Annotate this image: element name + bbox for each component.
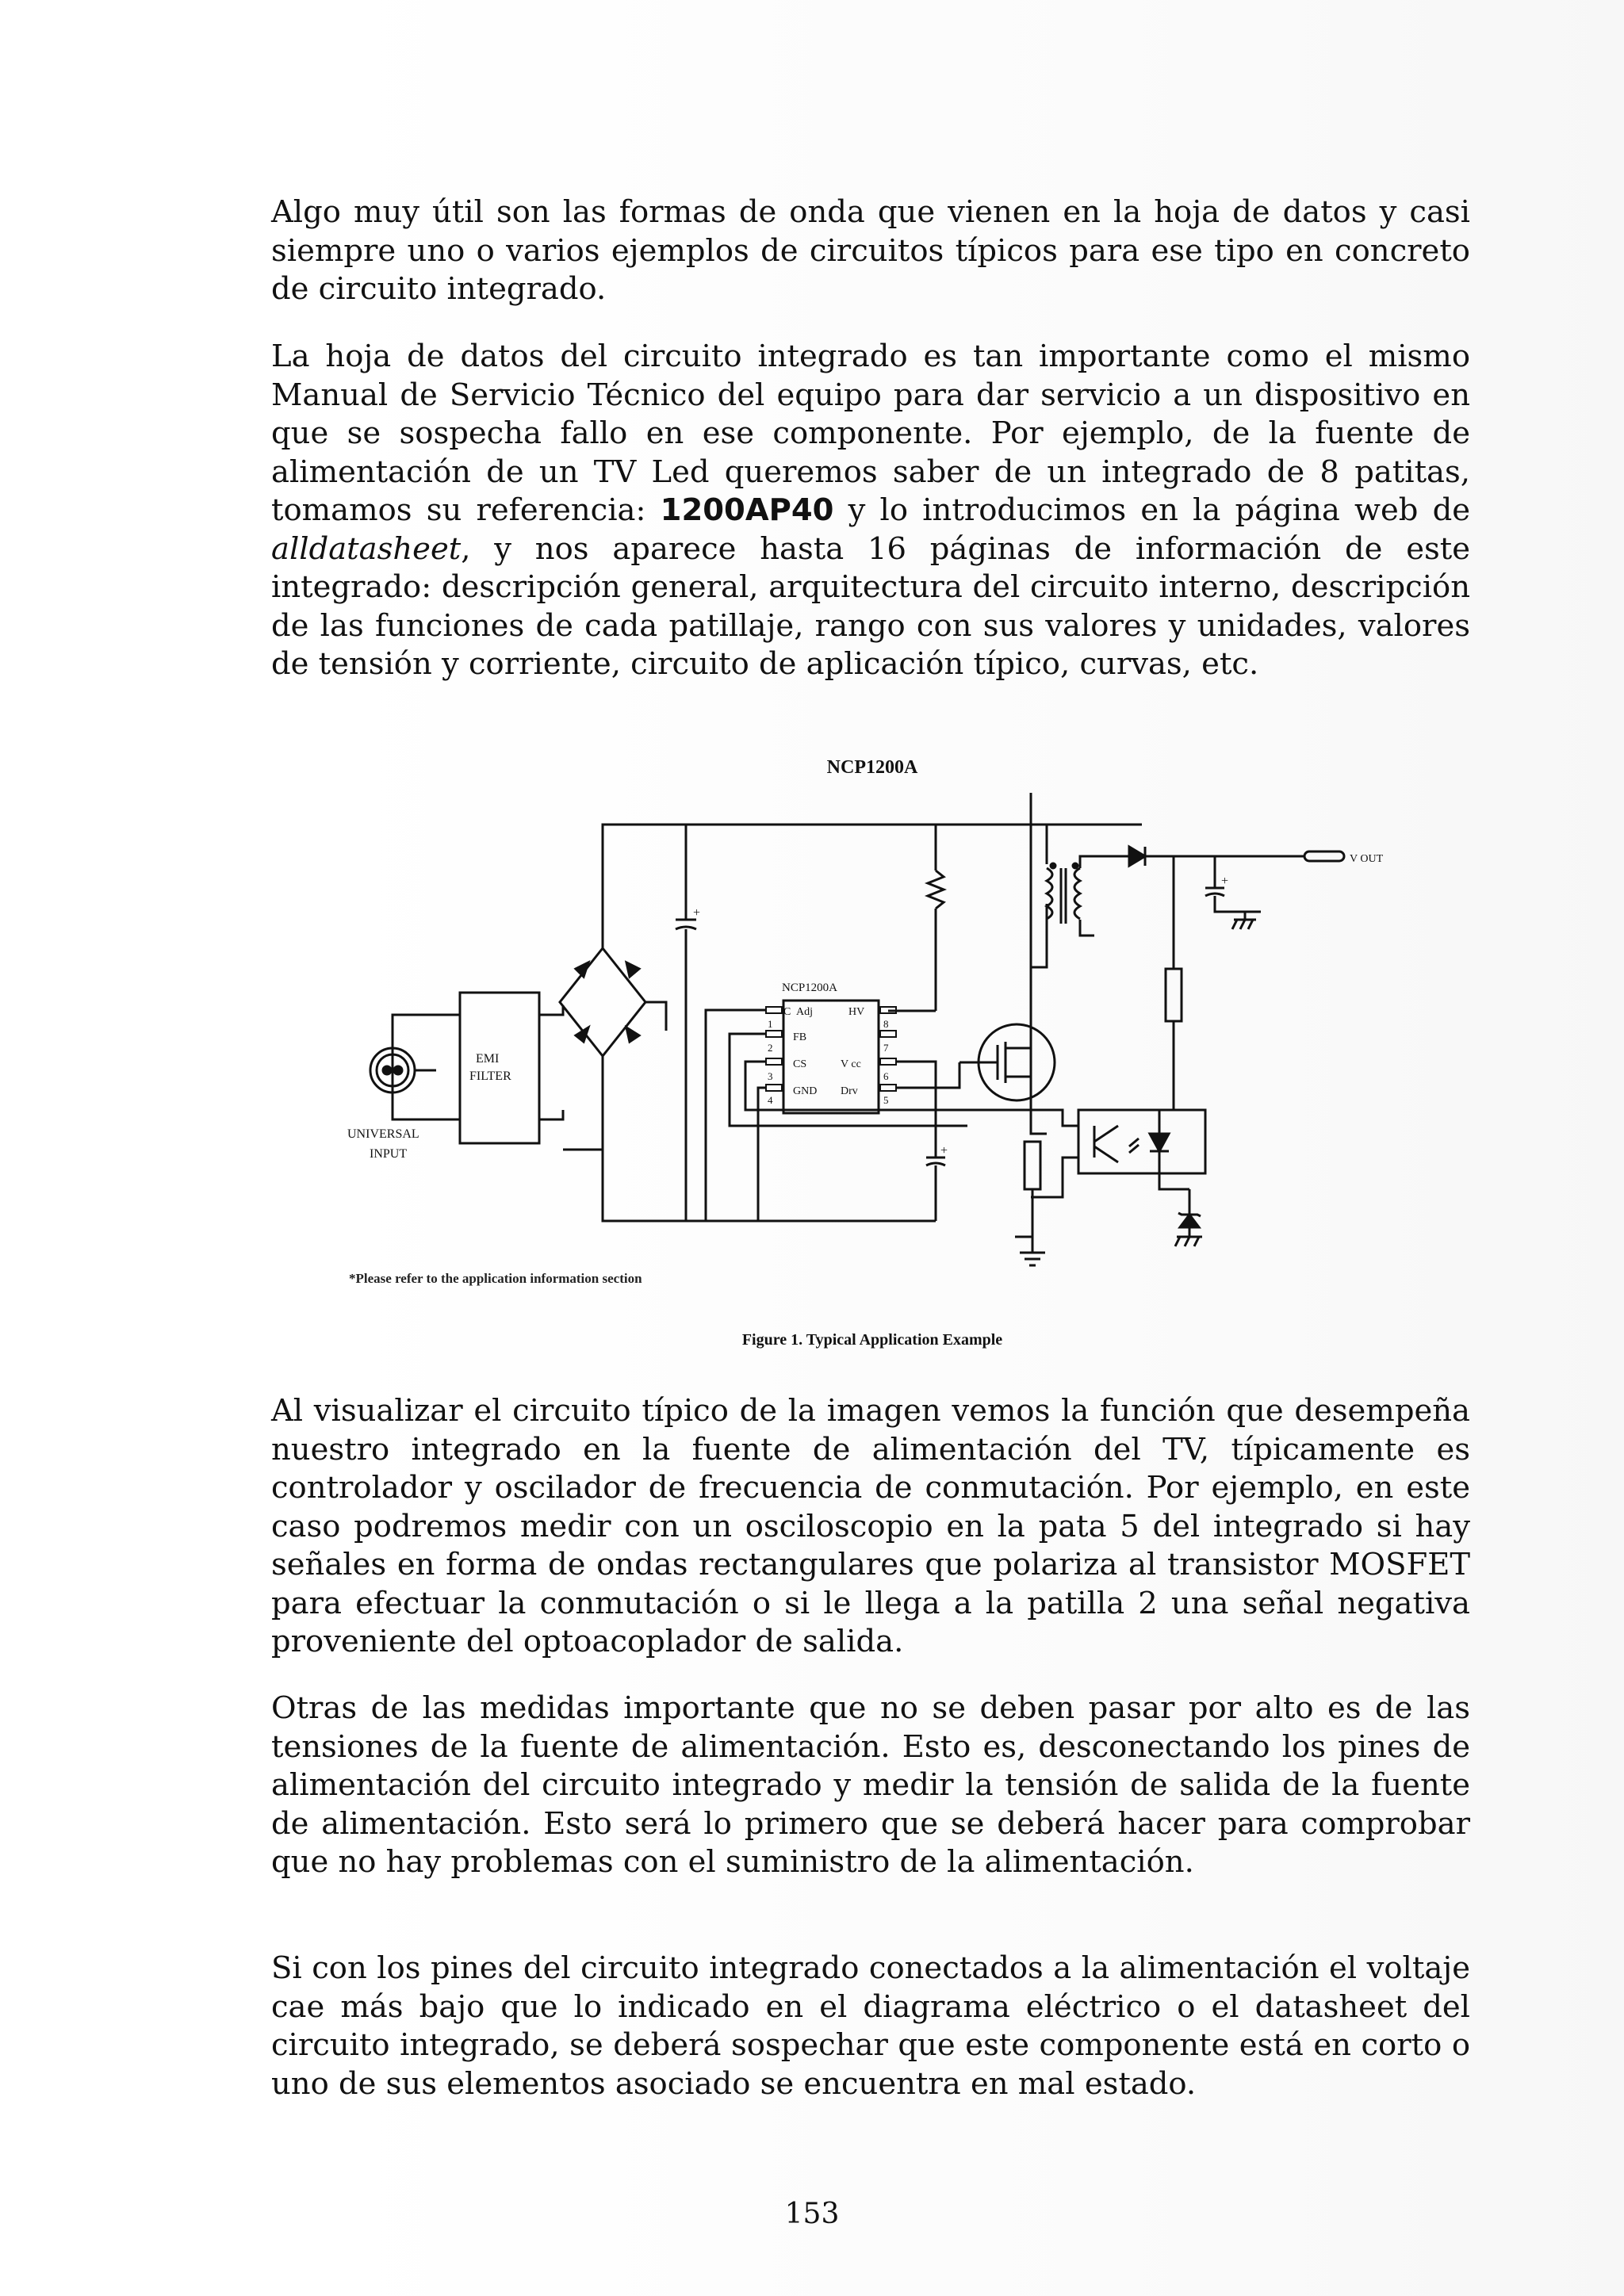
sense-resistor	[1025, 1142, 1040, 1189]
pin-num-6: 6	[883, 1070, 889, 1082]
pin-num-5: 5	[883, 1094, 889, 1106]
pin-num-4: 4	[768, 1094, 773, 1106]
output-cap-plus: +	[1221, 874, 1229, 888]
figure-caption: Figure 1. Typical Application Example	[741, 1331, 1003, 1349]
paragraph-4: Otras de las medidas importante que no se deben pasar por alto es de las tensiones de la fuente de alimentación. Esto es, desconectando los pines de alimentación del circuito integrado y medir la tensión de salida de la fuente de alimentación. Esto será lo primero que se deberá hacer para comprobar que no hay problemas con el suministro de la alimentación.	[271, 1690, 1470, 1880]
vout-label: V OUT	[1350, 853, 1384, 865]
paragraph-2	[271, 338, 1470, 684]
bridge-rectifier	[560, 948, 645, 1056]
mosfet-transistor	[959, 1023, 1055, 1110]
paragraph-2-part-b: y lo introducimos en la página web de	[833, 492, 1471, 528]
pin-num-7: 7	[883, 1042, 889, 1054]
filter-label: FILTER	[469, 1070, 511, 1083]
page-number: 153	[784, 2198, 840, 2230]
output-diode	[1129, 847, 1145, 866]
emi-filter-box	[460, 993, 539, 1143]
pin-adj: Adj	[796, 1006, 813, 1018]
emi-label: EMI	[476, 1052, 500, 1066]
feedback-resistor	[1166, 969, 1182, 1021]
pin-num-1: 1	[768, 1018, 773, 1030]
figure-note: *Please refer to the application information section	[349, 1271, 642, 1286]
pin-gnd: GND	[793, 1085, 818, 1097]
figure-title: NCP1200A	[826, 757, 918, 778]
universal-input-label: UNIVERSAL	[347, 1127, 419, 1141]
pin-vcc: V cc	[841, 1058, 861, 1070]
vcc-cap-plus: +	[940, 1144, 948, 1158]
ac-plug-icon	[370, 1048, 415, 1093]
chip-reference: 1200AP40	[660, 492, 834, 528]
chip-note-mark: C	[783, 1006, 791, 1018]
paragraph-2-part-a: La hoja de datos del circuito integrado es tan importante como el mismo Manual de Servicio Técnico del equipo para dar servicio a un dispositivo en que se sospecha fallo en ese componente. Por ejemplo, de la fuente de alimentación de un TV Led queremos saber de un integrado de 8 patitas, tomamos su referencia:	[271, 339, 1470, 528]
pin-hv: HV	[848, 1006, 865, 1018]
pin-cs: CS	[793, 1058, 807, 1070]
paragraph-3: Al visualizar el circuito típico de la imagen vemos la función que desempeña nuestro integrado en la fuente de alimentación del TV, típicamente es controlador y oscilador de frecuencia de conmutación. Por ejemplo, en este caso podremos medir con un osciloscopio en la pata 5 del integrado si hay señales en forma de ondas rectangulares que polariza al transistor MOSFET para efectuar la conmutación o si le llega a la patilla 2 una señal negativa proveniente del optoacoplador de salida.	[271, 1393, 1470, 1659]
chip-label: NCP1200A	[782, 982, 838, 994]
circuit-schematic	[333, 793, 1396, 1269]
pin-num-2: 2	[768, 1042, 773, 1054]
website-name: alldatasheet	[271, 530, 462, 567]
paragraph-1: Algo muy útil son las formas de onda que vienen en la hoja de datos y casi siempre uno o varios ejemplos de circuitos típicos para ese tipo en concreto de circuito integrado.	[271, 194, 1470, 307]
pin-num-3: 3	[768, 1070, 773, 1082]
bulk-cap-plus: +	[693, 906, 701, 920]
zener-diode	[1175, 1189, 1202, 1246]
paragraph-5: Si con los pines del circuito integrado conectados a la alimentación el voltaje cae más bajo que lo indicado en el diagrama eléctrico o el datasheet del circuito integrado, se deberá sospechar que este componente está en corto o uno de sus elementos asociado se encuentra en mal estado.	[271, 1950, 1470, 2102]
vout-terminal	[1304, 851, 1344, 861]
pin-drv: Drv	[841, 1085, 858, 1097]
optocoupler	[1078, 1110, 1205, 1173]
pin-fb: FB	[793, 1031, 807, 1043]
pin-num-8: 8	[883, 1018, 889, 1030]
paragraph-2-part-c: , y nos aparece hasta 16 páginas de información de este integrado: descripción general, arquitectura del circuito interno, descripción de las funciones de cada patillaje, rango con sus valores y unidades, valores de tensión y corriente, circuito de aplicación típico, curvas, etc.	[271, 530, 1470, 682]
transformer	[1047, 863, 1080, 924]
input-label: INPUT	[370, 1147, 408, 1161]
